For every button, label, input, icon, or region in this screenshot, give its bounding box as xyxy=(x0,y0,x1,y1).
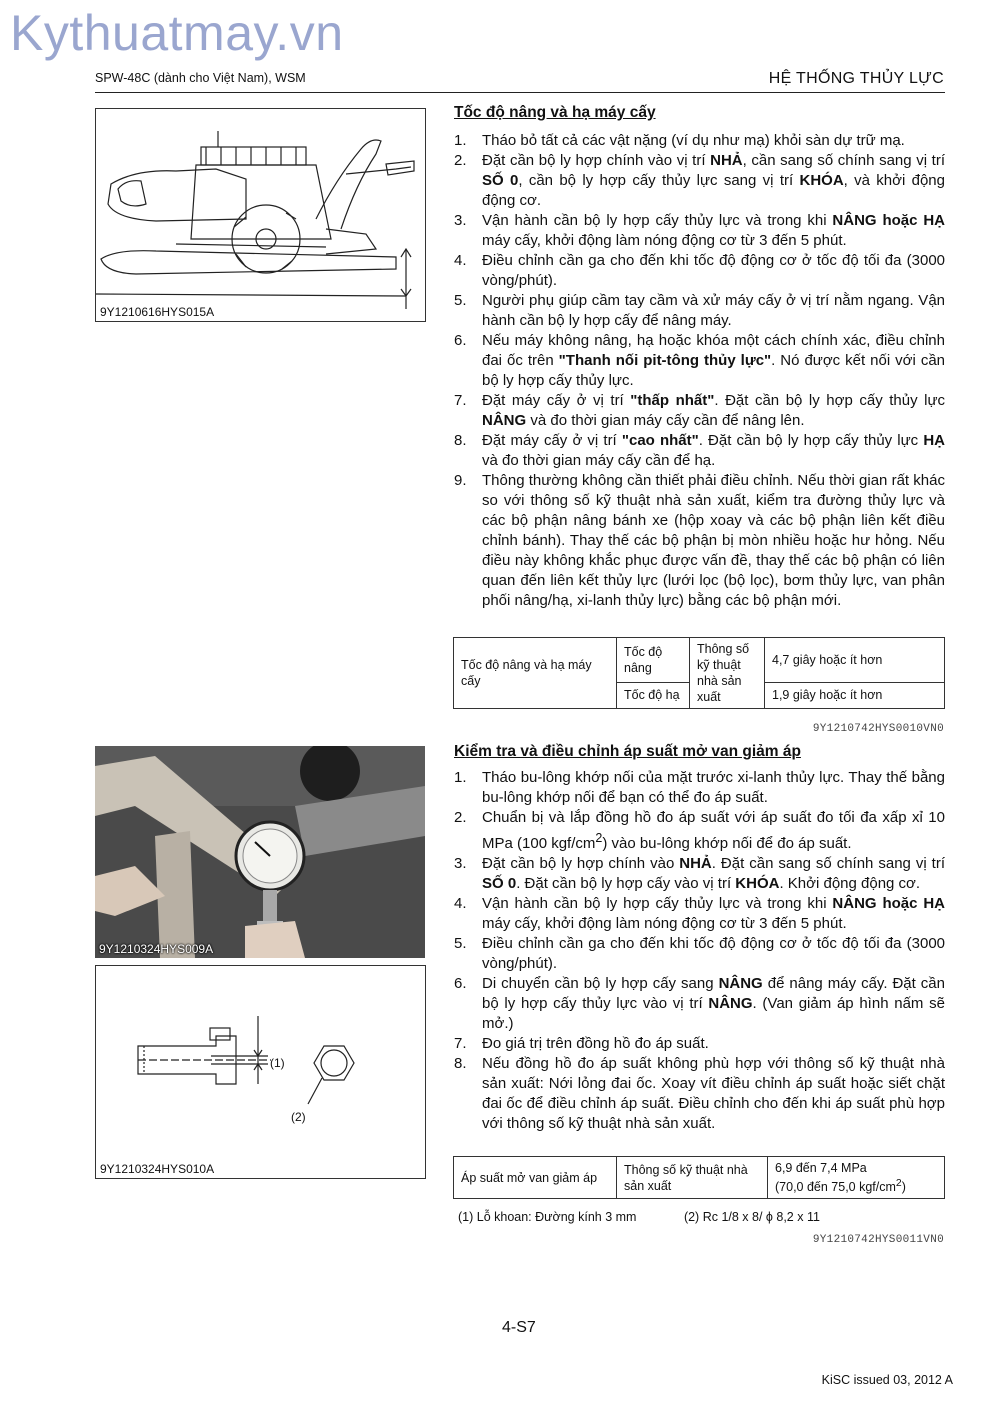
step-number: 5. xyxy=(454,935,467,952)
step-number: 5. xyxy=(454,292,467,309)
step-text: Nếu đồng hồ đo áp suất không phù hợp với thông số kỹ thuật nhà sản xuất: Nới lỏng đai ốc. Xoay vít điều chỉnh áp suất hoặc siết chặt đai ốc để điều chỉnh áp suất. Điều chỉnh cho đến khi áp suất phù hợp với thông số kỹ thuật nhà sản xuất. xyxy=(482,1055,945,1132)
spec-item-cell: Tốc độ nâng và hạ máy cấy xyxy=(454,638,617,709)
step-number: 9. xyxy=(454,472,467,489)
step-item xyxy=(454,131,945,151)
step-number: 7. xyxy=(454,392,467,409)
step-text: Đặt cần bộ ly hợp chính vào NHẢ. Đặt cần sang số chính sang vị trí SỐ 0. Đặt cần bộ ly hợp cấy vào vị trí KHÓA. Khởi động động cơ. xyxy=(482,855,945,892)
step-number: 6. xyxy=(454,975,467,992)
note-2: (2) Rc 1/8 x 8/ ϕ 8,2 x 11 xyxy=(683,1210,820,1224)
step-number: 2. xyxy=(454,152,467,169)
step-number: 3. xyxy=(454,212,467,229)
figure-pressure-gauge-photo xyxy=(95,746,425,958)
spec-item-cell: Áp suất mở van giảm áp xyxy=(454,1157,617,1199)
step-text: Vận hành cần bộ ly hợp cấy thủy lực và trong khi NÂNG hoặc HẠ máy cấy, khởi động làm nóng động cơ từ 3 đến 5 phút. xyxy=(482,212,945,249)
step-number: 1. xyxy=(454,769,467,786)
header-manual-title: SPW-48C (dành cho Việt Nam), WSM xyxy=(95,71,306,85)
spec-lower-label: Tốc độ hạ xyxy=(617,682,690,708)
step-text: Đo giá trị trên đồng hồ đo áp suất. xyxy=(482,1035,709,1052)
step-number: 2. xyxy=(454,809,467,826)
step-text: Nếu máy không nâng, hạ hoặc khóa một cách chính xác, điều chỉnh đai ốc trên "Thanh nối pit-tông thủy lực". Nó được kết nối với cần bộ ly hợp cấy thủy lực. xyxy=(482,332,946,389)
step-text: Điều chỉnh cần ga cho đến khi tốc độ động cơ ở tốc độ tối đa (3000 vòng/phút). xyxy=(482,935,945,972)
step-number: 7. xyxy=(454,1035,467,1052)
step-text: Đặt cần bộ ly hợp chính vào vị trí NHẢ, cần sang số chính sang vị trí SỐ 0, cần bộ ly hợp cấy thủy lực sang vị trí KHÓA, và khởi động động cơ. xyxy=(482,152,945,209)
step-number: 1. xyxy=(454,132,467,149)
figure-notes xyxy=(458,1210,864,1224)
step-text: Thông thường không cần thiết phải điều chỉnh. Nếu thời gian rất khác so với thông số kỹ thuật nhà sản xuất, kiểm tra đường thủy lực và các bộ phận nâng bánh xe (hộp xoay và các bộ phận liên kết điều chỉnh bánh). Thay thế các bộ phận bị mòn nhiều hoặc hư hỏng. Nếu điều này không khắc phục được vấn đề, thay thế các bộ phận có liên quan đến liên kết thủy lực (lưới lọc (bộ lọc), bơm thủy lực, van phân phối nâng/hạ, xi-lanh thủy lực) bằng các bộ phận mới. xyxy=(482,472,945,609)
header-divider xyxy=(95,92,945,93)
step-item xyxy=(454,1034,945,1054)
spec-pressure-mpa: 6,9 đến 7,4 MPa xyxy=(775,1161,867,1175)
step-item xyxy=(454,211,945,251)
note-1: (1) Lỗ khoan: Đường kính 3 mm xyxy=(458,1210,637,1224)
section-code: 9Y1210742HYS0011VN0 xyxy=(812,1234,944,1246)
header-section-title: HỆ THỐNG THỦY LỰC xyxy=(768,70,944,87)
page-number: 4-S7 xyxy=(502,1319,536,1336)
spec-source-cell: Thông số kỹ thuật nhà sản xuất xyxy=(617,1157,768,1199)
relief-valve-spec-table xyxy=(453,1156,945,1199)
step-item xyxy=(454,808,945,854)
section-title-relief-valve: Kiểm tra và điều chỉnh áp suất mở van giảm áp xyxy=(454,743,801,760)
figure-caption: 9Y1210324HYS010A xyxy=(100,1162,215,1176)
figure-caption: 9Y1210616HYS015A xyxy=(100,305,215,319)
step-number: 8. xyxy=(454,432,467,449)
step-item xyxy=(454,854,945,894)
step-text: Tháo bu-lông khớp nối của mặt trước xi-lanh thủy lực. Thay thế bằng bu-lông khớp nối để bạn có thể đo áp suất. xyxy=(482,769,945,806)
step-text: Di chuyển cần bộ ly hợp cấy sang NÂNG để nâng máy cấy. Đặt cần bộ ly hợp cấy thủy lực vào vị trí NÂNG. (Van giảm áp hình nấm sẽ mở.) xyxy=(482,975,945,1032)
step-item xyxy=(454,331,945,391)
pressure-gauge-illustration xyxy=(95,746,425,958)
spec-lift-value: 4,7 giây hoặc ít hơn xyxy=(765,638,945,683)
step-text: Tháo bỏ tất cả các vật nặng (ví dụ như mạ) khỏi sàn dự trữ mạ. xyxy=(482,132,905,149)
step-item xyxy=(454,768,945,808)
lift-speed-steps xyxy=(454,131,945,611)
spec-lower-value: 1,9 giây hoặc ít hơn xyxy=(765,682,945,708)
step-item xyxy=(454,291,945,331)
step-number: 4. xyxy=(454,895,467,912)
callout-label-2: (2) xyxy=(291,1110,306,1124)
section-code: 9Y1210742HYS0010VN0 xyxy=(812,723,944,735)
spec-pressure-kgf: (70,0 đến 75,0 kgf/$cm^2$) xyxy=(775,1178,906,1195)
footer-issue: KiSC issued 03, 2012 A xyxy=(821,1373,953,1387)
step-item xyxy=(454,934,945,974)
step-number: 6. xyxy=(454,332,467,349)
figure-transplanter xyxy=(95,108,426,322)
step-text: Đặt máy cấy ở vị trí "cao nhất". Đặt cần bộ ly hợp cấy thủy lực HẠ và đo thời gian máy cấy cần để hạ. xyxy=(482,432,945,469)
transplanter-illustration xyxy=(96,109,425,321)
spec-source-cell: Thông số kỹ thuật nhà sản xuất xyxy=(690,638,765,709)
step-item xyxy=(454,391,945,431)
step-item xyxy=(454,151,945,211)
step-item xyxy=(454,471,945,611)
step-item xyxy=(454,974,945,1034)
callout-label-1: (1) xyxy=(270,1056,285,1070)
step-number: 8. xyxy=(454,1055,467,1072)
step-text: Đặt máy cấy ở vị trí "thấp nhất". Đặt cần bộ ly hợp cấy thủy lực NÂNG và đo thời gian máy cấy cần để nâng lên. xyxy=(482,392,946,429)
step-text: Người phụ giúp cầm tay cầm và xử máy cấy ở vị trí nằm ngang. Vận hành cần bộ ly hợp cấy để nâng máy. xyxy=(482,292,945,329)
step-text: Vận hành cần bộ ly hợp cấy thủy lực và trong khi NÂNG hoặc HẠ máy cấy, khởi động làm nóng động cơ từ 3 đến 5 phút. xyxy=(482,895,945,932)
step-item xyxy=(454,431,945,471)
step-text: Chuẩn bị và lắp đồng hồ đo áp suất với áp suất đo tối đa xấp xỉ 10 MPa (100 kgf/$cm^2$) vào bu-lông khớp nối để đo áp suất. xyxy=(482,809,945,852)
section-title-lift-speed: Tốc độ nâng và hạ máy cấy xyxy=(454,104,656,121)
step-item xyxy=(454,894,945,934)
step-text: Điều chỉnh cần ga cho đến khi tốc độ động cơ ở tốc độ tối đa (3000 vòng/phút). xyxy=(482,252,945,289)
spec-lift-label: Tốc độ nâng xyxy=(617,638,690,683)
relief-valve-steps xyxy=(454,768,945,1134)
step-item xyxy=(454,251,945,291)
step-number: 3. xyxy=(454,855,467,872)
step-item xyxy=(454,1054,945,1134)
spec-pressure-value xyxy=(768,1157,945,1199)
watermark: Kythuatmay.vn xyxy=(10,5,344,61)
joint-bolt-illustration xyxy=(96,966,425,1178)
lift-speed-spec-table xyxy=(453,637,945,709)
figure-caption: 9Y1210324HYS009A xyxy=(99,942,214,956)
step-number: 4. xyxy=(454,252,467,269)
figure-joint-bolt xyxy=(95,965,426,1179)
